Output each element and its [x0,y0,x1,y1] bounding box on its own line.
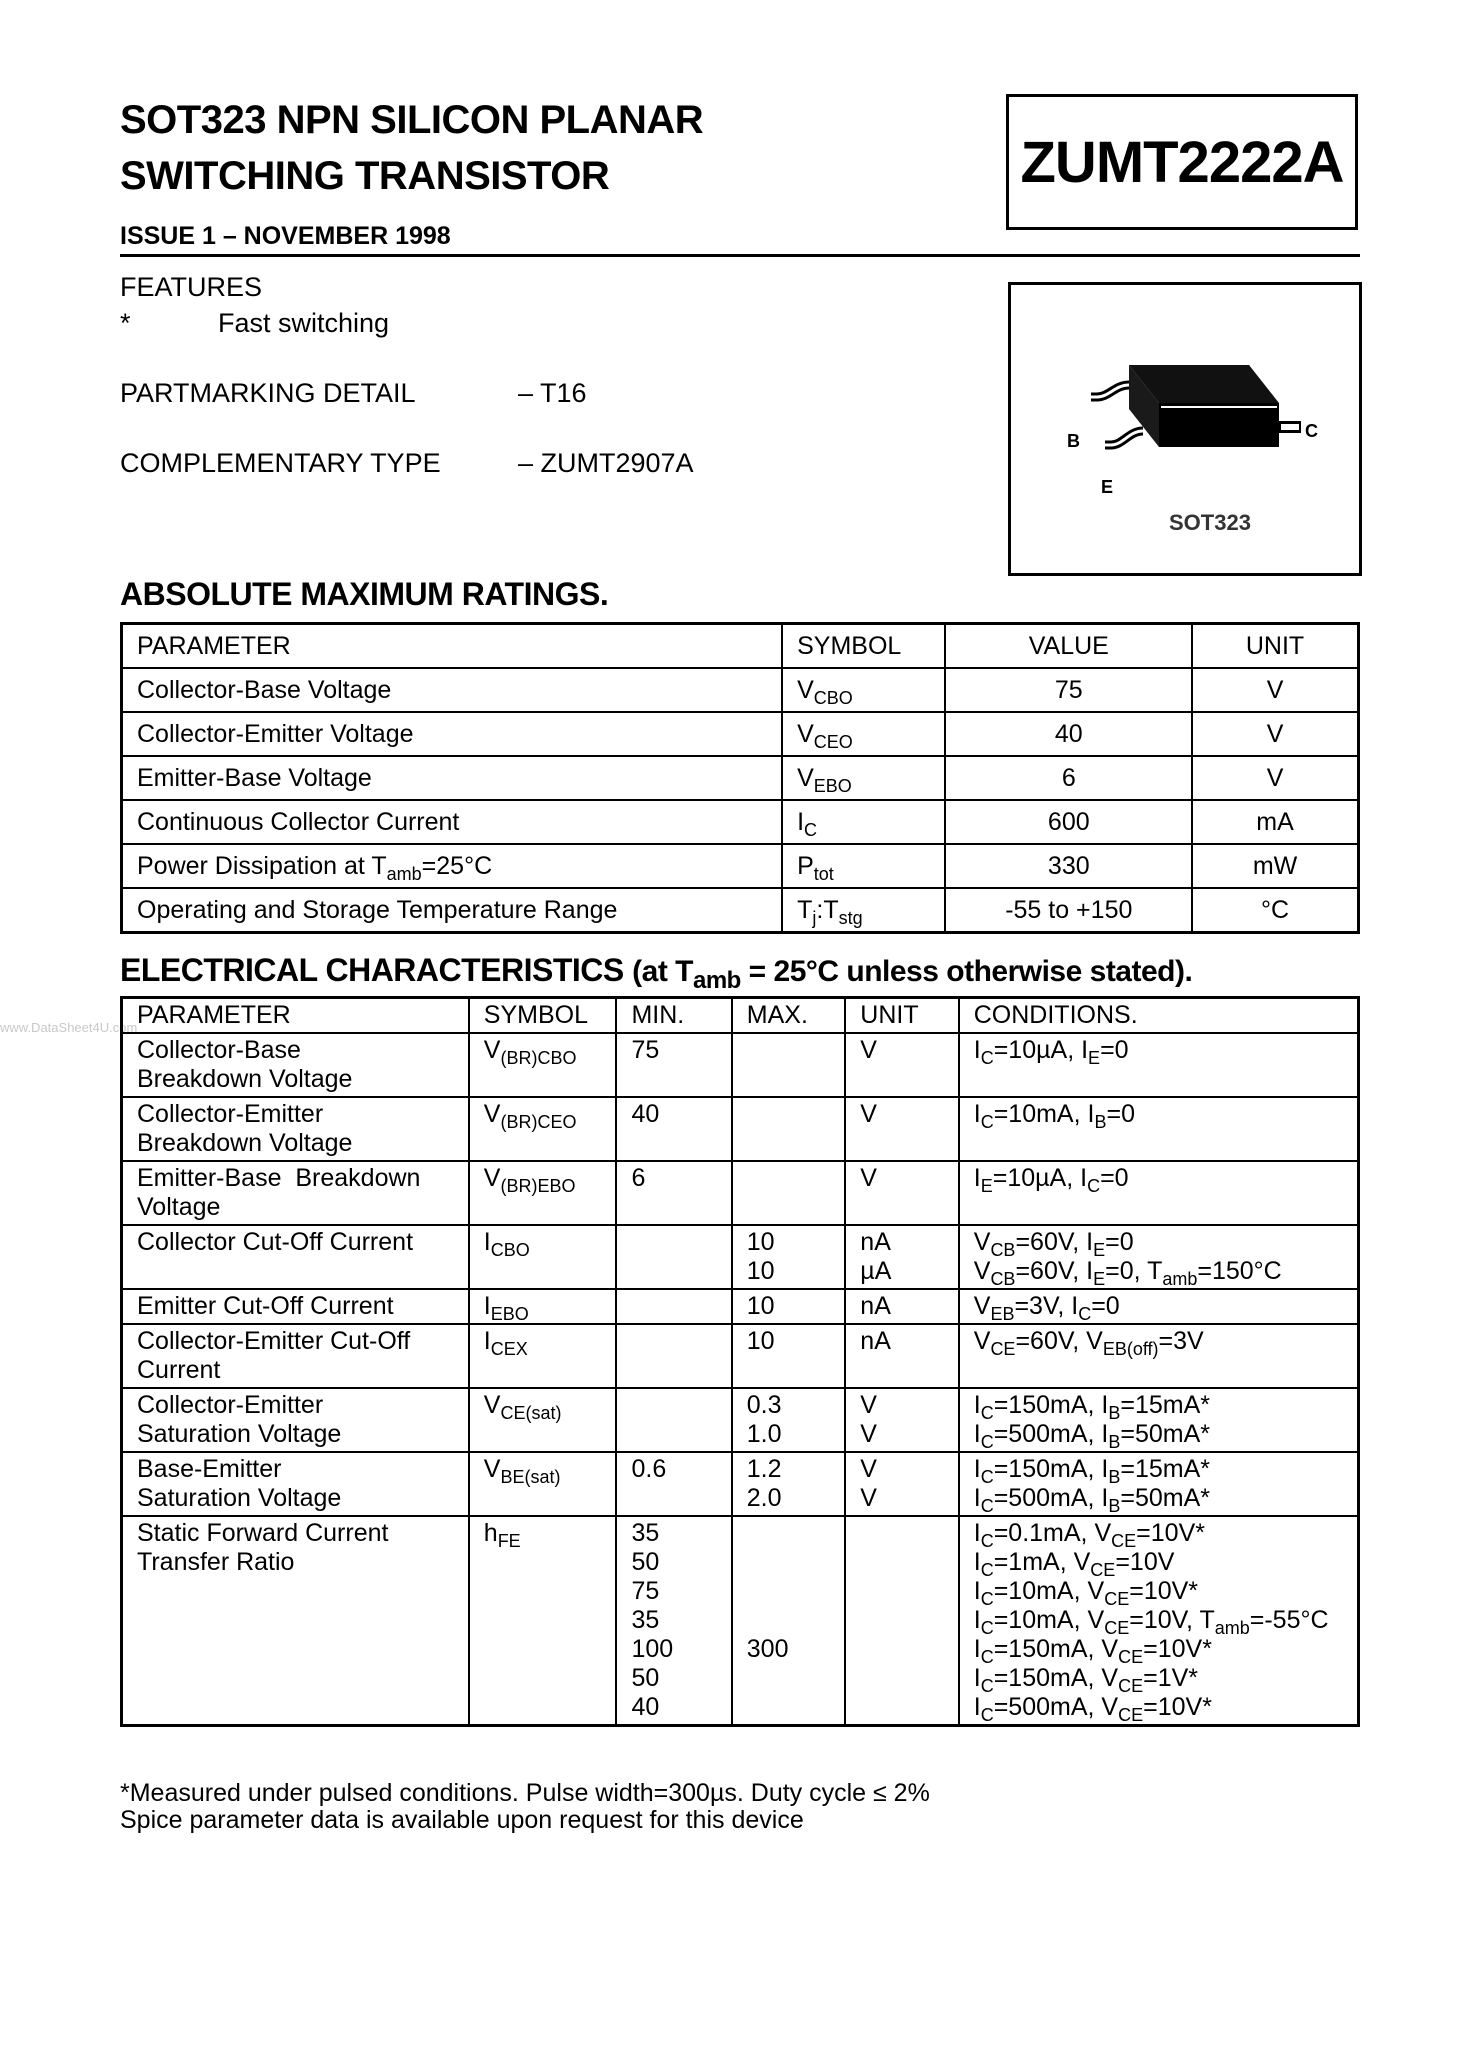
table-row [122,844,1359,888]
symbol-cell: $V_{BE(sat)}$ [469,1452,617,1516]
min-cell [616,1225,731,1289]
max-cell [732,1161,846,1225]
unit-cell: V [1192,756,1358,800]
param-cell: Power Dissipation at $T_{amb}=25^\circ C$ [122,844,783,888]
value-cell: -55 to +150 [945,888,1192,933]
document-title [120,92,703,204]
table-row [122,800,1359,844]
unit-cell: nA [845,1289,958,1324]
unit-cell: mA [1192,800,1358,844]
table-row [122,1516,1359,1726]
conditions-cell: $V_{CB}=60V$, $I_E=0$ $V_{CB}=60V$, $I_E=0$, $T_{amb}=150^\circ C$ [959,1225,1359,1289]
ratings-heading: ABSOLUTE MAXIMUM RATINGS. [120,576,609,612]
param-cell: Emitter-Base Voltage [122,756,783,800]
conditions-cell: $V_{CE}=60V$, $V_{EB(off)}=3V$ [959,1324,1359,1388]
header-cell: MAX. [732,998,846,1034]
symbol-cell: $I_{CBO}$ [469,1225,617,1289]
table-header-row [122,624,1359,669]
symbol-cell: $I_{CEX}$ [469,1324,617,1388]
electrical-characteristics-table [120,996,1360,1727]
max-cell: 10 [732,1324,846,1388]
conditions-cell: $I_C=150mA$, $I_B=15mA*$ $I_C=500mA$, $I_B=50mA*$ [959,1452,1359,1516]
unit-cell [845,1516,958,1726]
param-cell: Operating and Storage Temperature Range [122,888,783,933]
partmarking-label: PARTMARKING DETAIL [120,378,416,408]
min-cell: 35 50 75 35 100 50 40 [616,1516,731,1726]
unit-cell: V V [845,1388,958,1452]
header-cell: CONDITIONS. [959,998,1359,1034]
value-cell: 75 [945,668,1192,712]
symbol-cell: $V_{(BR)CEO}$ [469,1097,617,1161]
conditions-cell: $I_C=0.1mA$, $V_{CE}=10V*$ $I_C=1mA$, $V_{CE}=10V$ $I_C=10mA$, $V_{CE}=10V*$ $I_C=10mA$, $V_{CE}=10V$, $T_{amb}=-55^\circ C$ $I_C=150mA$, $V_{CE}=10V*$ $I_C=150mA$, $V_{CE}=1V*$ $I_C=500mA$, $V_{CE}=10V*$ [959,1516,1359,1726]
unit-cell: nA [845,1324,958,1388]
param-cell: Collector-Emitter Breakdown Voltage [122,1097,469,1161]
header-cell: SYMBOL [469,998,617,1034]
min-cell [616,1324,731,1388]
complementary-label: COMPLEMENTARY TYPE [120,448,441,478]
table-row [122,668,1359,712]
header-cell: PARAMETER [122,998,469,1034]
table-row [122,888,1359,933]
symbol-cell: $h_{FE}$ [469,1516,617,1726]
param-cell: Base-Emitter Saturation Voltage [122,1452,469,1516]
unit-cell: nA µA [845,1225,958,1289]
header-cell: VALUE [945,624,1192,669]
title-line-2: SWITCHING TRANSISTOR [120,154,610,198]
symbol-cell: $V_{(BR)EBO}$ [469,1161,617,1225]
param-cell: Collector Cut-Off Current [122,1225,469,1289]
max-cell: 10 10 [732,1225,846,1289]
param-cell: Collector-Emitter Cut-Off Current [122,1324,469,1388]
unit-cell: °C [1192,888,1358,933]
part-number: ZUMT2222A [1020,129,1344,195]
conditions-cell: $V_{EB}=3V$, $I_C=0$ [959,1289,1359,1324]
symbol-cell: $P_{tot}$ [782,844,945,888]
table-row [122,1289,1359,1324]
max-cell [732,1097,846,1161]
conditions-cell: $I_C=150mA$, $I_B=15mA*$ $I_C=500mA$, $I_B=50mA*$ [959,1388,1359,1452]
pin-b-label: B [1067,431,1080,451]
param-cell: Continuous Collector Current [122,800,783,844]
min-cell: 0.6 [616,1452,731,1516]
header-cell: UNIT [845,998,958,1034]
unit-cell: mW [1192,844,1358,888]
max-cell: 10 [732,1289,846,1324]
table-row [122,1225,1359,1289]
table-row [122,1033,1359,1097]
param-cell: Collector-Emitter Voltage [122,712,783,756]
symbol-cell: $I_{EBO}$ [469,1289,617,1324]
value-cell: 330 [945,844,1192,888]
table-row [122,1388,1359,1452]
table-row [122,1324,1359,1388]
value-cell: 6 [945,756,1192,800]
param-cell: Collector-Base Voltage [122,668,783,712]
title-line-1: SOT323 NPN SILICON PLANAR [120,98,704,142]
value-cell: 600 [945,800,1192,844]
complementary-value: – ZUMT2907A [518,448,694,478]
pin-e-label: E [1101,477,1114,497]
header-rule [120,254,1360,257]
unit-cell: V [1192,668,1358,712]
table-header-row [122,998,1359,1034]
conditions-cell: $I_E=10\mu A$, $I_C=0$ [959,1161,1359,1225]
max-cell: 300 [732,1516,846,1726]
header-cell: SYMBOL [782,624,945,669]
table-row [122,1097,1359,1161]
max-cell [732,1033,846,1097]
unit-cell: V [845,1097,958,1161]
min-cell: 6 [616,1161,731,1225]
param-cell: Collector-Emitter Saturation Voltage [122,1388,469,1452]
footnote-spice: Spice parameter data is available upon request for this device [120,1806,804,1834]
unit-cell: V V [845,1452,958,1516]
unit-cell: V [1192,712,1358,756]
conditions-cell: $I_C=10mA$, $I_B=0$ [959,1097,1359,1161]
table-row [122,756,1359,800]
table-row [122,1452,1359,1516]
footnotes [120,1780,930,1834]
min-cell [616,1289,731,1324]
issue-line: ISSUE 1 – NOVEMBER 1998 [120,222,451,250]
max-cell: 1.2 2.0 [732,1452,846,1516]
pin-c-label: C [1305,421,1318,441]
conditions-cell: $I_C=10\mu A$, $I_E=0$ [959,1033,1359,1097]
unit-cell: V [845,1161,958,1225]
symbol-cell: $V_{CBO}$ [782,668,945,712]
feature-item: Fast switching [218,308,390,338]
param-cell: Emitter-Base Breakdown Voltage [122,1161,469,1225]
min-cell: 75 [616,1033,731,1097]
table-row [122,1161,1359,1225]
table-row [122,712,1359,756]
features-heading: FEATURES [120,272,263,302]
symbol-cell: $V_{EBO}$ [782,756,945,800]
partmarking-value: – T16 [518,378,587,408]
min-cell: 40 [616,1097,731,1161]
feature-bullet: * [120,308,131,338]
watermark: www.DataSheet4U.com [0,1020,138,1035]
value-cell: 40 [945,712,1192,756]
package-label: SOT323 [1169,510,1251,535]
electrical-heading: ELECTRICAL CHARACTERISTICS (at $T_{amb} = 25^\circ C$ unless otherwise stated). [120,952,1193,994]
symbol-cell: $V_{CE(sat)}$ [469,1388,617,1452]
max-cell: 0.3 1.0 [732,1388,846,1452]
symbol-cell: $T_j:T_{stg}$ [782,888,945,933]
symbol-cell: $V_{CEO}$ [782,712,945,756]
param-cell: Collector-Base Breakdown Voltage [122,1033,469,1097]
min-cell [616,1388,731,1452]
part-number-box [1006,94,1358,230]
header-cell: UNIT [1192,624,1358,669]
header-cell: MIN. [616,998,731,1034]
absolute-maximum-ratings-table [120,622,1360,934]
package-figure [1008,282,1362,576]
sot323-package-drawing [1011,285,1359,573]
header-cell: PARAMETER [122,624,783,669]
unit-cell: V [845,1033,958,1097]
param-cell: Emitter Cut-Off Current [122,1289,469,1324]
param-cell: Static Forward Current Transfer Ratio [122,1516,469,1726]
symbol-cell: $V_{(BR)CBO}$ [469,1033,617,1097]
footnote-pulsed: *Measured under pulsed conditions. Pulse width=300µs. Duty cycle ≤ 2% [120,1779,930,1807]
symbol-cell: $I_C$ [782,800,945,844]
